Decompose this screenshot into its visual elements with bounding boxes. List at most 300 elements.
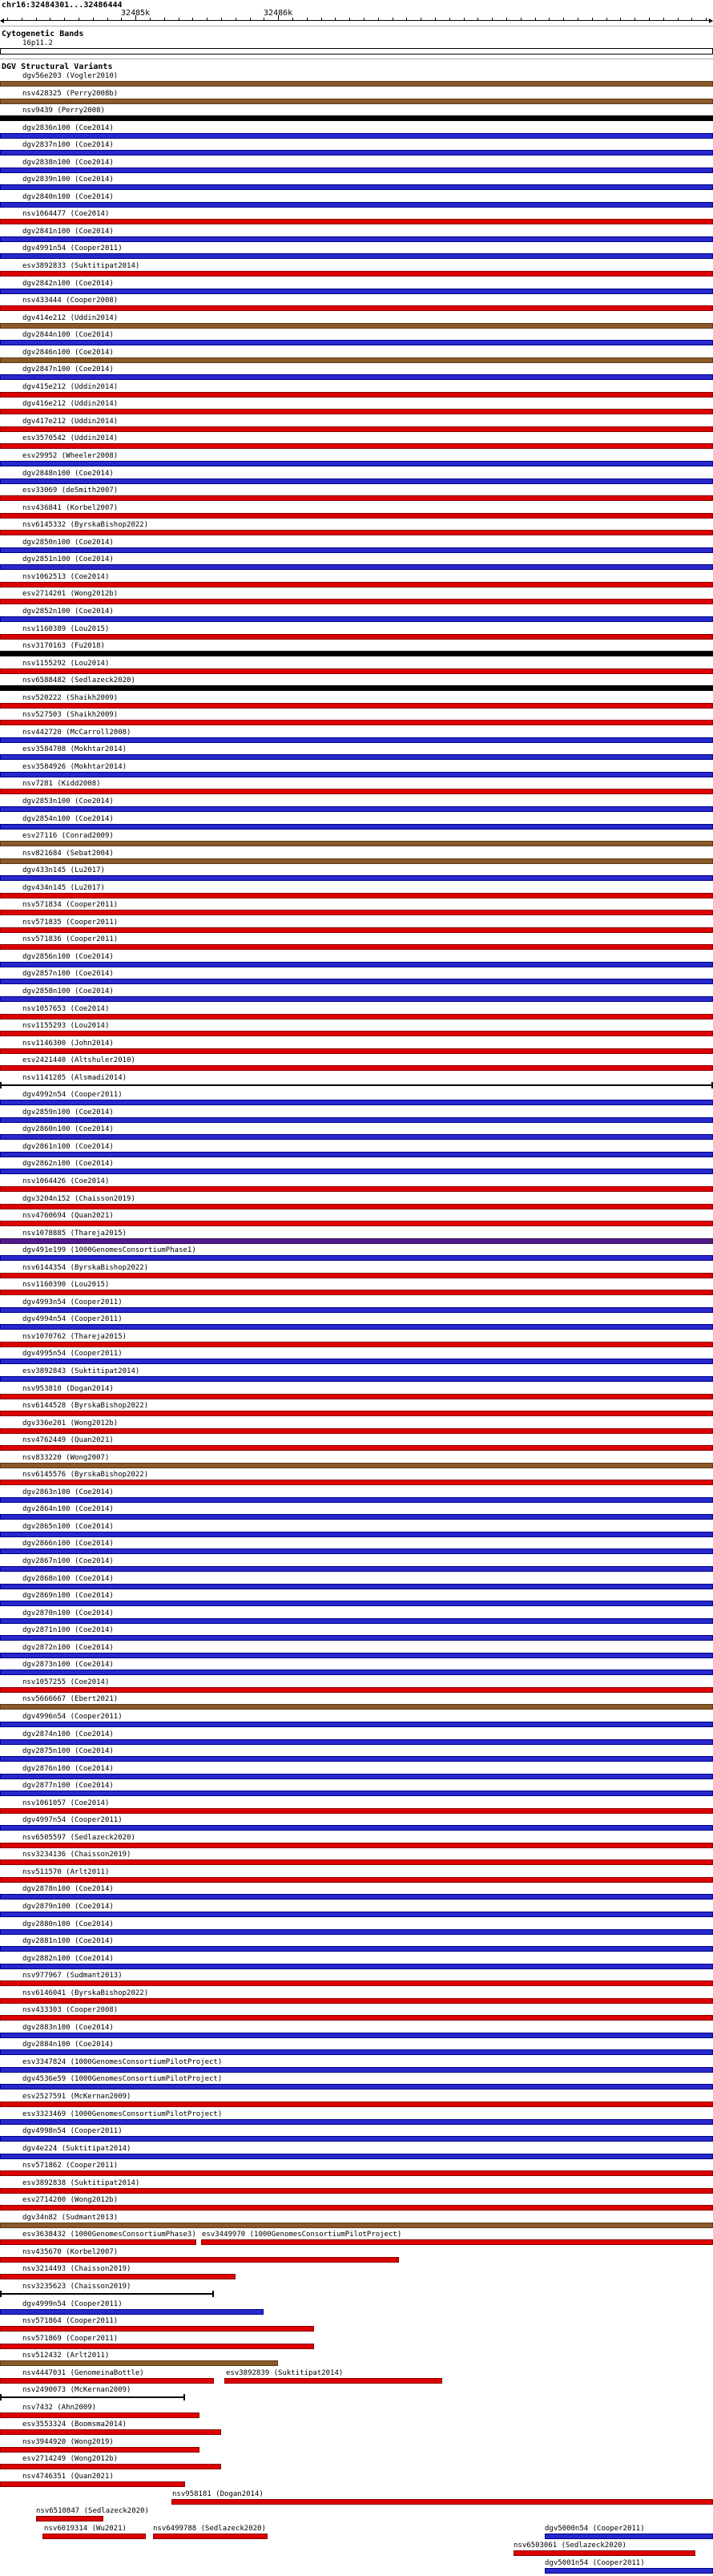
variant-bar[interactable]: [514, 2550, 695, 2556]
variant-bar[interactable]: [0, 1635, 713, 1641]
variant-label[interactable]: dgv4995n54 (Cooper2011): [22, 1350, 123, 1359]
variant-label[interactable]: dgv2860n100 (Coe2014): [22, 1125, 114, 1134]
variant-row: [0, 2110, 713, 2128]
variant-label[interactable]: nsv977967 (Sudmant2013): [22, 1972, 123, 1980]
variant-label[interactable]: nsv9439 (Perry2008): [22, 107, 105, 115]
variant-label[interactable]: dgv416e212 (Uddin2014): [22, 400, 119, 409]
variant-bar[interactable]: [0, 374, 713, 380]
variant-bar[interactable]: [0, 184, 713, 190]
variant-label[interactable]: nsv527503 (Shaikh2009): [22, 711, 119, 720]
variant-bar[interactable]: [0, 1480, 713, 1485]
variant-label[interactable]: nsv571862 (Cooper2011): [22, 2162, 119, 2170]
variant-bar[interactable]: [0, 1894, 713, 1900]
variant-bar[interactable]: [0, 340, 713, 345]
variant-bar[interactable]: [0, 2170, 713, 2176]
variant-label[interactable]: dgv414e212 (Uddin2014): [22, 313, 119, 322]
variant-label[interactable]: dgv2836n100 (Coe2014): [22, 123, 114, 132]
variant-label[interactable]: dgv2857n100 (Coe2014): [22, 970, 114, 979]
variant-bar[interactable]: [0, 1048, 713, 1054]
variant-bar[interactable]: [0, 150, 713, 155]
variant-label[interactable]: dgv2839n100 (Coe2014): [22, 176, 114, 184]
variant-bar[interactable]: [224, 2378, 441, 2384]
variant-label[interactable]: nsv6144528 (ByrskaBishop2022): [22, 1402, 149, 1411]
variant-label[interactable]: nsv3214493 (Chaisson2019): [22, 2265, 131, 2274]
variant-label[interactable]: nsv1160389 (Lou2015): [22, 624, 110, 633]
variant-bar[interactable]: [0, 2344, 314, 2349]
variant-label[interactable]: nsv433444 (Cooper2008): [22, 297, 119, 305]
variant-bar[interactable]: [0, 1117, 713, 1123]
variant-bar[interactable]: [0, 1359, 713, 1364]
variant-label[interactable]: dgv2875n100 (Coe2014): [22, 1747, 114, 1756]
variant-label[interactable]: dgv2870n100 (Coe2014): [22, 1609, 114, 1617]
variant-bar[interactable]: [0, 2188, 713, 2194]
variant-bar[interactable]: [0, 893, 713, 898]
variant-bar[interactable]: [0, 944, 713, 950]
variant-label[interactable]: dgv2866n100 (Coe2014): [22, 1540, 114, 1548]
variant-bar[interactable]: [0, 599, 713, 604]
variant-bar[interactable]: [0, 133, 713, 139]
variant-bar[interactable]: [545, 2568, 713, 2574]
variant-label[interactable]: nsv6146041 (ByrskaBishop2022): [22, 1989, 149, 1997]
variant-bar[interactable]: [0, 789, 713, 794]
variant-label[interactable]: dgv2863n100 (Coe2014): [22, 1488, 114, 1496]
variant-label[interactable]: dgv2873n100 (Coe2014): [22, 1661, 114, 1670]
variant-label[interactable]: dgv2837n100 (Coe2014): [22, 141, 114, 150]
variant-label[interactable]: esv2527591 (McKernan2009): [22, 2092, 131, 2101]
variant-bar[interactable]: [0, 1618, 713, 1624]
variant-bar[interactable]: [42, 2534, 146, 2539]
variant-bar[interactable]: [0, 1186, 713, 1192]
variant-label[interactable]: dgv2877n100 (Coe2014): [22, 1782, 114, 1791]
variant-label[interactable]: nsv6510847 (Sedlazeck2020): [36, 2507, 149, 2516]
variant-bar[interactable]: [0, 202, 713, 208]
variant-bar[interactable]: [0, 1411, 713, 1416]
variant-label[interactable]: esv3449970 (1000GenomesConsortiumPilotProject): [202, 2231, 402, 2239]
variant-bar[interactable]: [0, 720, 713, 725]
variant-label[interactable]: nsv7281 (Kidd2008): [22, 780, 101, 789]
variant-label[interactable]: nsv6505597 (Sedlazeck2020): [22, 1833, 135, 1842]
variant-label[interactable]: esv2714249 (Wong2012b): [22, 2455, 119, 2464]
variant-bar[interactable]: [0, 1428, 713, 1434]
variant-label[interactable]: nsv1155293 (Lou2014): [22, 1022, 110, 1031]
variant-bar[interactable]: [0, 2481, 185, 2487]
variant-bar[interactable]: [0, 1929, 713, 1935]
variant-bar[interactable]: [0, 2360, 278, 2366]
variant-bar[interactable]: [0, 289, 713, 294]
variant-bar[interactable]: [0, 2326, 314, 2332]
variant-bar[interactable]: [0, 2378, 214, 2384]
variant-label[interactable]: nsv7432 (Ahn2009): [22, 2403, 97, 2412]
variant-bar[interactable]: [0, 1825, 713, 1831]
variant-label[interactable]: nsv3235623 (Chaisson2019): [22, 2283, 131, 2291]
variant-bar[interactable]: [0, 305, 713, 311]
variant-bar[interactable]: [0, 443, 713, 449]
variant-label[interactable]: esv3892839 (Suktitipat2014): [226, 2368, 344, 2377]
variant-bar[interactable]: [0, 616, 713, 622]
variant-bar[interactable]: [0, 1808, 713, 1814]
variant-label[interactable]: esv3347824 (1000GenomesConsortiumPilotProject): [22, 2057, 223, 2066]
variant-bar[interactable]: [201, 2239, 713, 2245]
variant-label[interactable]: nsv571869 (Cooper2011): [22, 2334, 119, 2343]
variant-bar[interactable]: [0, 2033, 713, 2038]
variant-bar[interactable]: [0, 824, 713, 830]
variant-label[interactable]: dgv2848n100 (Coe2014): [22, 469, 114, 478]
variant-label[interactable]: dgv2858n100 (Coe2014): [22, 987, 114, 995]
variant-label[interactable]: nsv1141285 (Alsmadi2014): [22, 1073, 127, 1082]
variant-label[interactable]: nsv4447031 (GenomeinaBottle): [22, 2368, 144, 2377]
variant-bar[interactable]: [0, 1859, 713, 1865]
variant-label[interactable]: esv2421440 (Altshuler2010): [22, 1056, 135, 1065]
variant-bar[interactable]: [0, 1255, 713, 1261]
variant-label[interactable]: dgv2876n100 (Coe2014): [22, 1764, 114, 1773]
variant-bar[interactable]: [153, 2534, 267, 2539]
variant-label[interactable]: nsv571836 (Cooper2011): [22, 935, 119, 944]
variant-bar[interactable]: [0, 547, 713, 553]
variant-label[interactable]: nsv428325 (Perry2008b): [22, 89, 119, 98]
variant-label[interactable]: nsv512432 (Arlt2011): [22, 2352, 110, 2360]
variant-bar[interactable]: [0, 668, 713, 674]
variant-label[interactable]: nsv1057653 (Coe2014): [22, 1004, 110, 1013]
variant-bar[interactable]: [0, 426, 713, 432]
variant-bar[interactable]: [0, 634, 713, 640]
variant-bar[interactable]: [0, 2309, 264, 2315]
variant-label[interactable]: dgv2851n100 (Coe2014): [22, 555, 114, 564]
variant-label[interactable]: nsv6019314 (Wu2021): [44, 2524, 127, 2533]
variant-label[interactable]: dgv3204n152 (Chaisson2019): [22, 1194, 135, 1203]
variant-bar[interactable]: [0, 2293, 214, 2295]
variant-label[interactable]: nsv1064426 (Coe2014): [22, 1177, 110, 1185]
variant-bar[interactable]: [0, 495, 713, 501]
variant-label[interactable]: dgv34n82 (Sudmant2013): [22, 2213, 119, 2222]
variant-label[interactable]: dgv4993n54 (Cooper2011): [22, 1298, 123, 1306]
variant-label[interactable]: nsv1146300 (John2014): [22, 1039, 114, 1048]
variant-label[interactable]: nsv6145332 (ByrskaBishop2022): [22, 521, 149, 530]
variant-bar[interactable]: [0, 2102, 713, 2107]
variant-bar[interactable]: [0, 115, 713, 121]
variant-label[interactable]: nsv6499788 (Sedlazeck2020): [153, 2524, 266, 2533]
variant-bar[interactable]: [0, 2119, 713, 2125]
variant-bar[interactable]: [0, 754, 713, 760]
variant-bar[interactable]: [0, 1704, 713, 1710]
variant-bar[interactable]: [0, 1843, 713, 1848]
variant-bar[interactable]: [0, 99, 713, 104]
variant-label[interactable]: dgv433n145 (Lu2017): [22, 866, 105, 875]
variant-bar[interactable]: [0, 357, 713, 363]
variant-label[interactable]: dgv491e199 (1000GenomesConsortiumPhase1): [22, 1246, 196, 1255]
variant-label[interactable]: nsv6503061 (Sedlazeck2020): [514, 2542, 626, 2550]
variant-bar[interactable]: [0, 461, 713, 466]
variant-bar[interactable]: [0, 1566, 713, 1572]
variant-label[interactable]: dgv4996n54 (Cooper2011): [22, 1712, 123, 1721]
variant-label[interactable]: nsv6588482 (Sedlazeck2020): [22, 676, 135, 685]
variant-bar[interactable]: [0, 1548, 713, 1554]
variant-bar[interactable]: [0, 1100, 713, 1105]
variant-bar[interactable]: [0, 253, 713, 259]
variant-label[interactable]: dgv2841n100 (Coe2014): [22, 227, 114, 236]
variant-label[interactable]: esv27116 (Conrad2009): [22, 832, 114, 841]
variant-label[interactable]: dgv4536e59 (1000GenomesConsortiumPilotProject): [22, 2075, 223, 2084]
variant-label[interactable]: nsv6145576 (ByrskaBishop2022): [22, 1471, 149, 1480]
variant-label[interactable]: esv3584926 (Mokhtar2014): [22, 762, 127, 771]
variant-label[interactable]: dgv2846n100 (Coe2014): [22, 348, 114, 357]
variant-label[interactable]: esv3638432 (1000GenomesConsortiumPhase3): [22, 2231, 196, 2239]
variant-bar[interactable]: [0, 979, 713, 984]
variant-bar[interactable]: [0, 81, 713, 87]
variant-bar[interactable]: [0, 1342, 713, 1347]
variant-label[interactable]: esv2714201 (Wong2012b): [22, 590, 119, 599]
variant-label[interactable]: dgv4991n54 (Cooper2011): [22, 244, 123, 253]
variant-label[interactable]: nsv6144354 (ByrskaBishop2022): [22, 1263, 149, 1272]
variant-label[interactable]: dgv2865n100 (Coe2014): [22, 1522, 114, 1531]
variant-bar[interactable]: [0, 2239, 196, 2245]
variant-bar[interactable]: [171, 2499, 713, 2505]
variant-label[interactable]: esv3584708 (Mokhtar2014): [22, 745, 127, 754]
variant-bar[interactable]: [0, 1946, 713, 1952]
variant-bar[interactable]: [0, 2447, 199, 2453]
variant-label[interactable]: nsv4746351 (Quan2021): [22, 2473, 114, 2481]
variant-label[interactable]: nsv571834 (Cooper2011): [22, 901, 119, 910]
variant-bar[interactable]: [0, 530, 713, 535]
variant-label[interactable]: nsv511570 (Arlt2011): [22, 1867, 110, 1876]
variant-bar[interactable]: [0, 910, 713, 915]
variant-bar[interactable]: [0, 1376, 713, 1382]
variant-label[interactable]: nsv1078885 (Thareja2015): [22, 1229, 127, 1238]
variant-label[interactable]: nsv1070762 (Thareja2015): [22, 1332, 127, 1341]
variant-bar[interactable]: [545, 2534, 713, 2539]
variant-label[interactable]: dgv434n145 (Lu2017): [22, 883, 105, 892]
variant-label[interactable]: dgv2852n100 (Coe2014): [22, 607, 114, 616]
variant-bar[interactable]: [0, 2067, 713, 2073]
variant-label[interactable]: nsv3234136 (Chaisson2019): [22, 1851, 131, 1859]
variant-bar[interactable]: [0, 1307, 713, 1313]
variant-label[interactable]: dgv2847n100 (Coe2014): [22, 365, 114, 374]
variant-label[interactable]: nsv4762449 (Quan2021): [22, 1436, 114, 1445]
variant-label[interactable]: nsv1062513 (Coe2014): [22, 572, 110, 581]
variant-label[interactable]: dgv2874n100 (Coe2014): [22, 1730, 114, 1738]
variant-bar[interactable]: [0, 1739, 713, 1745]
variant-label[interactable]: nsv435670 (Korbel2007): [22, 2247, 119, 2256]
variant-label[interactable]: dgv2854n100 (Coe2014): [22, 814, 114, 823]
variant-bar[interactable]: [0, 1445, 713, 1451]
variant-bar[interactable]: [0, 858, 713, 864]
variant-bar[interactable]: [0, 1497, 713, 1503]
variant-bar[interactable]: [0, 1290, 713, 1295]
variant-bar[interactable]: [0, 1877, 713, 1883]
variant-bar[interactable]: [0, 1394, 713, 1399]
variant-label[interactable]: dgv2872n100 (Coe2014): [22, 1643, 114, 1652]
variant-bar[interactable]: [0, 409, 713, 414]
variant-bar[interactable]: [0, 2412, 199, 2418]
variant-label[interactable]: esv2714200 (Wong2012b): [22, 2196, 119, 2205]
variant-bar[interactable]: [0, 1756, 713, 1762]
variant-bar[interactable]: [0, 703, 713, 709]
variant-bar[interactable]: [0, 1014, 713, 1019]
variant-bar[interactable]: [0, 2015, 713, 2021]
variant-bar[interactable]: [0, 1774, 713, 1779]
variant-label[interactable]: nsv571835 (Cooper2011): [22, 918, 119, 927]
variant-label[interactable]: dgv4997n54 (Cooper2011): [22, 1816, 123, 1825]
variant-label[interactable]: nsv520222 (Shaikh2009): [22, 693, 119, 702]
variant-bar[interactable]: [0, 1722, 713, 1727]
variant-bar[interactable]: [0, 1791, 713, 1796]
variant-label[interactable]: dgv2861n100 (Coe2014): [22, 1142, 114, 1151]
variant-label[interactable]: dgv4992n54 (Cooper2011): [22, 1091, 123, 1100]
variant-bar[interactable]: [0, 168, 713, 173]
variant-bar[interactable]: [0, 323, 713, 329]
variant-label[interactable]: nsv1061057 (Coe2014): [22, 1799, 110, 1807]
variant-bar[interactable]: [0, 875, 713, 881]
variant-bar[interactable]: [0, 1084, 713, 1086]
variant-label[interactable]: dgv4e224 (Suktitipat2014): [22, 2144, 131, 2153]
variant-label[interactable]: dgv417e212 (Uddin2014): [22, 417, 119, 426]
variant-label[interactable]: dgv5000n54 (Cooper2011): [545, 2524, 645, 2533]
variant-label[interactable]: dgv4994n54 (Cooper2011): [22, 1315, 123, 1324]
variant-bar[interactable]: [0, 2274, 236, 2279]
variant-bar[interactable]: [0, 1601, 713, 1606]
variant-bar[interactable]: [0, 2464, 221, 2469]
variant-label[interactable]: esv3892833 (Suktitipat2014): [22, 262, 140, 271]
variant-bar[interactable]: [0, 1670, 713, 1675]
variant-label[interactable]: dgv2844n100 (Coe2014): [22, 331, 114, 340]
variant-label[interactable]: dgv5001n54 (Cooper2011): [545, 2558, 645, 2567]
variant-label[interactable]: esv29952 (Wheeler2008): [22, 452, 119, 461]
variant-bar[interactable]: [0, 1687, 713, 1693]
variant-label[interactable]: nsv1064477 (Coe2014): [22, 210, 110, 219]
variant-label[interactable]: dgv415e212 (Uddin2014): [22, 382, 119, 391]
variant-label[interactable]: dgv2842n100 (Coe2014): [22, 279, 114, 288]
variant-bar[interactable]: [0, 1463, 713, 1468]
variant-label[interactable]: nsv821684 (Sebat2004): [22, 849, 114, 858]
variant-label[interactable]: nsv571864 (Cooper2011): [22, 2317, 119, 2326]
variant-bar[interactable]: [0, 772, 713, 777]
variant-label[interactable]: dgv2862n100 (Coe2014): [22, 1160, 114, 1169]
variant-label[interactable]: nsv3170163 (Fu2018): [22, 642, 105, 651]
variant-label[interactable]: dgv2856n100 (Coe2014): [22, 952, 114, 961]
variant-label[interactable]: nsv442720 (McCarroll2008): [22, 728, 131, 737]
variant-bar[interactable]: [0, 841, 713, 846]
variant-label[interactable]: esv3323469 (1000GenomesConsortiumPilotProject): [22, 2110, 223, 2118]
variant-label[interactable]: dgv2878n100 (Coe2014): [22, 1885, 114, 1894]
variant-label[interactable]: dgv2880n100 (Coe2014): [22, 1920, 114, 1928]
variant-bar[interactable]: [0, 1912, 713, 1917]
variant-bar[interactable]: [36, 2516, 104, 2521]
variant-label[interactable]: nsv1057255 (Coe2014): [22, 1678, 110, 1686]
variant-bar[interactable]: [0, 1204, 713, 1209]
cytoband-bar[interactable]: [0, 48, 713, 55]
variant-bar[interactable]: [0, 271, 713, 277]
variant-label[interactable]: esv3570542 (Uddin2014): [22, 434, 119, 443]
variant-label[interactable]: dgv2840n100 (Coe2014): [22, 192, 114, 201]
variant-bar[interactable]: [0, 1964, 713, 1969]
variant-label[interactable]: dgv2864n100 (Coe2014): [22, 1505, 114, 1514]
variant-bar[interactable]: [0, 2223, 713, 2228]
variant-bar[interactable]: [0, 1273, 713, 1278]
variant-label[interactable]: dgv2884n100 (Coe2014): [22, 2041, 114, 2049]
variant-bar[interactable]: [0, 1134, 713, 1140]
variant-bar[interactable]: [0, 1998, 713, 2004]
variant-label[interactable]: dgv2879n100 (Coe2014): [22, 1902, 114, 1911]
variant-bar[interactable]: [0, 1653, 713, 1658]
variant-bar[interactable]: [0, 1238, 713, 1244]
variant-bar[interactable]: [0, 806, 713, 812]
variant-label[interactable]: nsv833220 (Wong2007): [22, 1453, 110, 1462]
variant-bar[interactable]: [0, 2396, 185, 2398]
variant-bar[interactable]: [0, 2154, 713, 2159]
variant-label[interactable]: nsv1160390 (Lou2015): [22, 1281, 110, 1290]
variant-label[interactable]: esv3892843 (Suktitipat2014): [22, 1367, 140, 1376]
variant-label[interactable]: dgv2838n100 (Coe2014): [22, 158, 114, 167]
variant-bar[interactable]: [0, 685, 713, 691]
variant-label[interactable]: dgv2881n100 (Coe2014): [22, 1937, 114, 1946]
variant-label[interactable]: nsv953810 (Dogan2014): [22, 1384, 114, 1393]
variant-bar[interactable]: [0, 651, 713, 656]
variant-bar[interactable]: [0, 996, 713, 1002]
variant-bar[interactable]: [0, 1031, 713, 1036]
variant-label[interactable]: nsv3944920 (Wong2019): [22, 2437, 114, 2446]
variant-label[interactable]: nsv2490073 (McKernan2009): [22, 2386, 131, 2395]
variant-label[interactable]: dgv2882n100 (Coe2014): [22, 1954, 114, 1963]
variant-bar[interactable]: [0, 1532, 713, 1537]
variant-label[interactable]: dgv2871n100 (Coe2014): [22, 1626, 114, 1635]
variant-bar[interactable]: [0, 478, 713, 484]
variant-bar[interactable]: [0, 1324, 713, 1330]
variant-bar[interactable]: [0, 2257, 399, 2263]
variant-label[interactable]: nsv958181 (Dogan2014): [172, 2489, 264, 2498]
variant-label[interactable]: esv3892838 (Suktitipat2014): [22, 2178, 140, 2187]
variant-label[interactable]: esv3553324 (Boomsma2014): [22, 2421, 127, 2429]
variant-label[interactable]: nsv5666667 (Ebert2021): [22, 1695, 119, 1704]
variant-label[interactable]: dgv2867n100 (Coe2014): [22, 1557, 114, 1566]
variant-bar[interactable]: [0, 1980, 713, 1986]
variant-label[interactable]: nsv436841 (Korbel2007): [22, 503, 119, 512]
variant-label[interactable]: dgv2853n100 (Coe2014): [22, 797, 114, 806]
variant-bar[interactable]: [0, 582, 713, 587]
variant-label[interactable]: esv33069 (deSmith2007): [22, 487, 119, 495]
variant-bar[interactable]: [0, 1169, 713, 1174]
variant-label[interactable]: dgv336e201 (Wong2012b): [22, 1419, 119, 1427]
variant-bar[interactable]: [0, 513, 713, 519]
variant-label[interactable]: dgv4998n54 (Cooper2011): [22, 2127, 123, 2136]
variant-bar[interactable]: [0, 2205, 713, 2211]
variant-bar[interactable]: [0, 564, 713, 570]
variant-label[interactable]: dgv2859n100 (Coe2014): [22, 1108, 114, 1116]
variant-bar[interactable]: [0, 219, 713, 224]
variant-label[interactable]: dgv56e203 (Vogler2010): [22, 72, 119, 80]
variant-label[interactable]: dgv2883n100 (Coe2014): [22, 2023, 114, 2032]
variant-bar[interactable]: [0, 1514, 713, 1520]
variant-bar[interactable]: [0, 1065, 713, 1071]
variant-bar[interactable]: [0, 962, 713, 967]
variant-bar[interactable]: [0, 236, 713, 242]
variant-bar[interactable]: [0, 1221, 713, 1226]
variant-bar[interactable]: [0, 737, 713, 743]
variant-label[interactable]: nsv433303 (Cooper2008): [22, 2006, 119, 2015]
variant-label[interactable]: nsv1155292 (Lou2014): [22, 659, 110, 668]
variant-bar[interactable]: [0, 927, 713, 933]
variant-bar[interactable]: [0, 2429, 221, 2435]
variant-bar[interactable]: [0, 2049, 713, 2055]
variant-label[interactable]: dgv4999n54 (Cooper2011): [22, 2299, 123, 2308]
variant-label[interactable]: nsv4760694 (Quan2021): [22, 1212, 114, 1221]
variant-bar[interactable]: [0, 1584, 713, 1589]
variant-bar[interactable]: [0, 2084, 713, 2089]
variant-label[interactable]: dgv2850n100 (Coe2014): [22, 538, 114, 547]
variant-bar[interactable]: [0, 1152, 713, 1157]
variant-bar[interactable]: [0, 2136, 713, 2142]
variant-bar[interactable]: [0, 392, 713, 398]
variant-label[interactable]: dgv2869n100 (Coe2014): [22, 1592, 114, 1601]
variant-label[interactable]: dgv2868n100 (Coe2014): [22, 1574, 114, 1583]
